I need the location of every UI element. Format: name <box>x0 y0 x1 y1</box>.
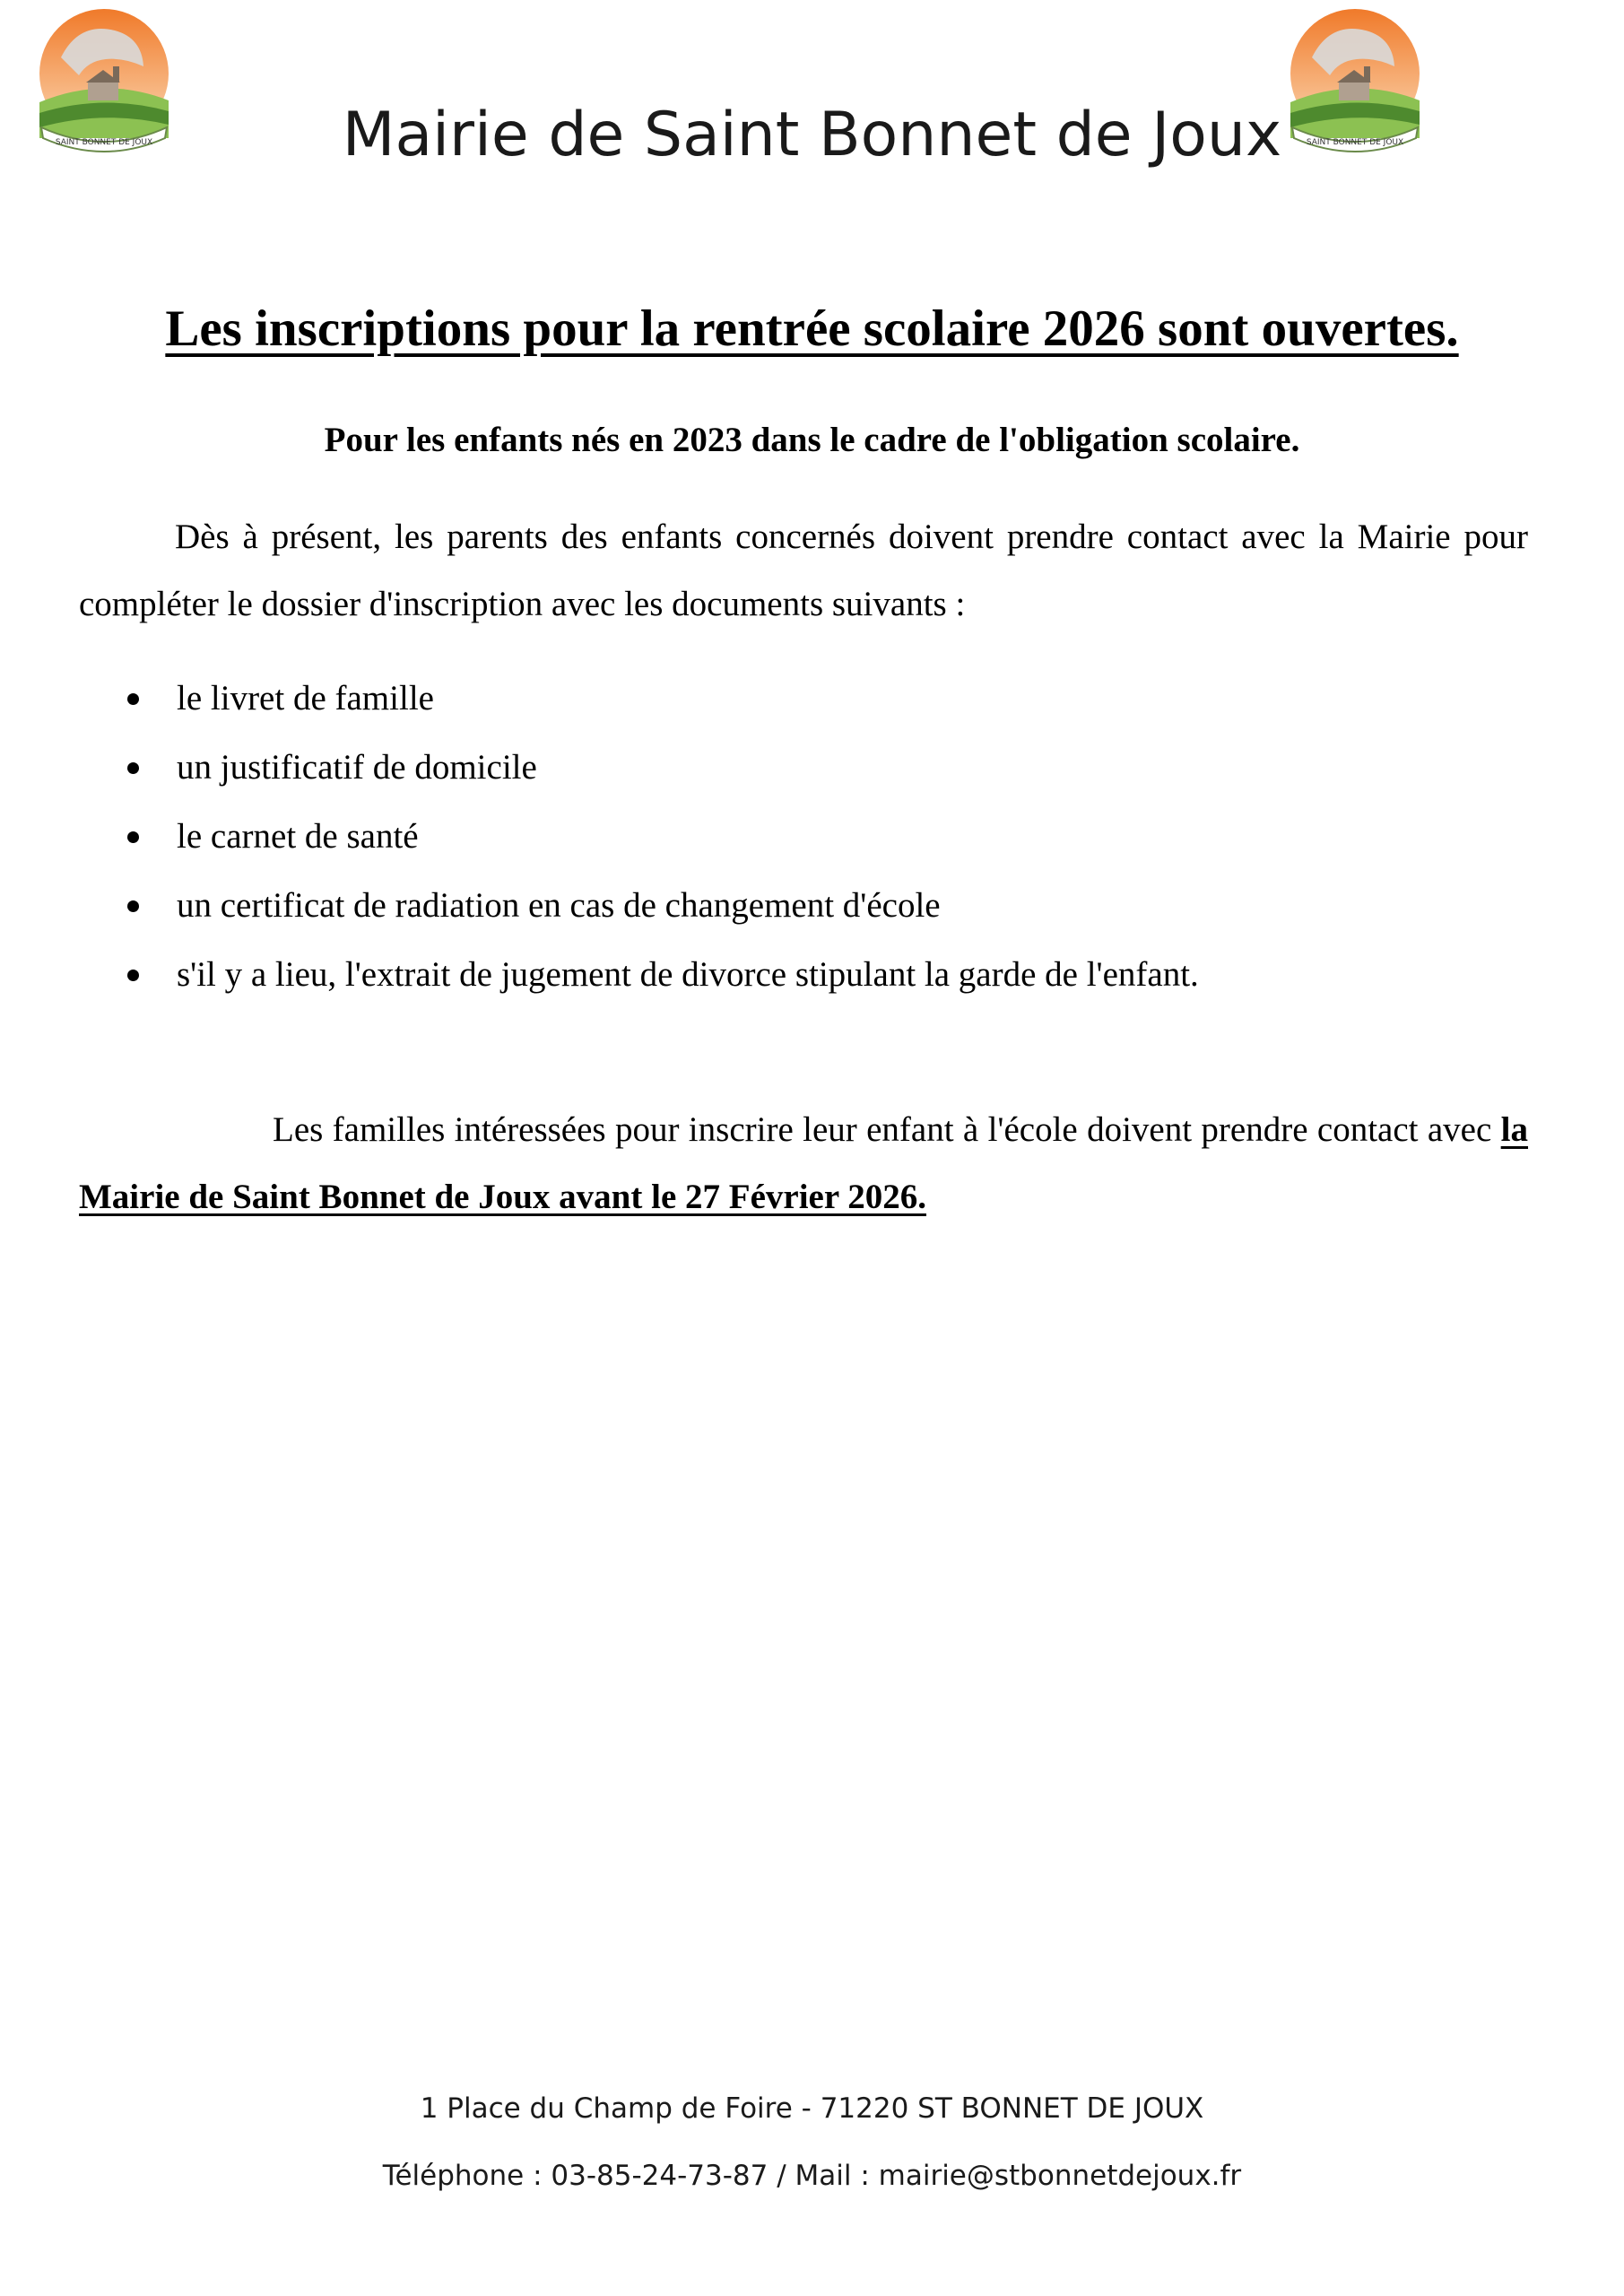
list-item <box>79 664 1550 733</box>
list-item-text: le livret de famille <box>177 679 434 718</box>
deadline-text: la Mairie de Saint Bonnet de Joux avant le 27 Février 2026. <box>79 1110 1529 1216</box>
required-documents-list <box>79 664 1550 1009</box>
bullet-icon <box>127 762 139 774</box>
notice-title: Les inscriptions pour la rentrée scolaire 2026 sont ouvertes. <box>165 300 1459 357</box>
bullet-icon <box>127 831 139 843</box>
list-item-text: s'il y a lieu, l'extrait de jugement de divorce stipulant la garde de l'enfant. <box>177 955 1199 994</box>
footer-contact: Téléphone : 03-85-24-73-87 / Mail : mairie@stbonnetdejoux.fr <box>382 2160 1242 2192</box>
page-header-title: Mairie de Saint Bonnet de Joux <box>342 100 1282 170</box>
bullet-icon <box>127 970 139 981</box>
notice-subtitle: Pour les enfants nés en 2023 dans le cadre de l'obligation scolaire. <box>324 421 1300 459</box>
list-item-text: le carnet de santé <box>177 817 419 856</box>
list-item <box>79 733 1550 802</box>
list-item <box>79 871 1550 940</box>
logo-ribbon-text: SAINT BONNET DE JOUX <box>55 138 153 147</box>
bullet-icon <box>127 900 139 912</box>
list-item <box>79 802 1550 871</box>
bullet-icon <box>127 693 139 705</box>
list-item <box>79 940 1550 1009</box>
footer-address: 1 Place du Champ de Foire - 71220 ST BONNET DE JOUX <box>420 2092 1204 2125</box>
logo-ribbon-text: SAINT BONNET DE JOUX <box>1306 138 1404 147</box>
intro-paragraph: Dès à présent, les parents des enfants concernés doivent prendre contact avec la Mairie pour compléter le dossier d'inscription avec les documents suivants : <box>79 517 1528 623</box>
list-item-text: un justificatif de domicile <box>177 748 537 787</box>
closing-text: Les familles intéressées pour inscrire leur enfant à l'école doivent prendre contact avec <box>273 1110 1492 1149</box>
closing-paragraph <box>79 1096 1528 1231</box>
list-item-text: un certificat de radiation en cas de changement d'école <box>177 886 941 925</box>
